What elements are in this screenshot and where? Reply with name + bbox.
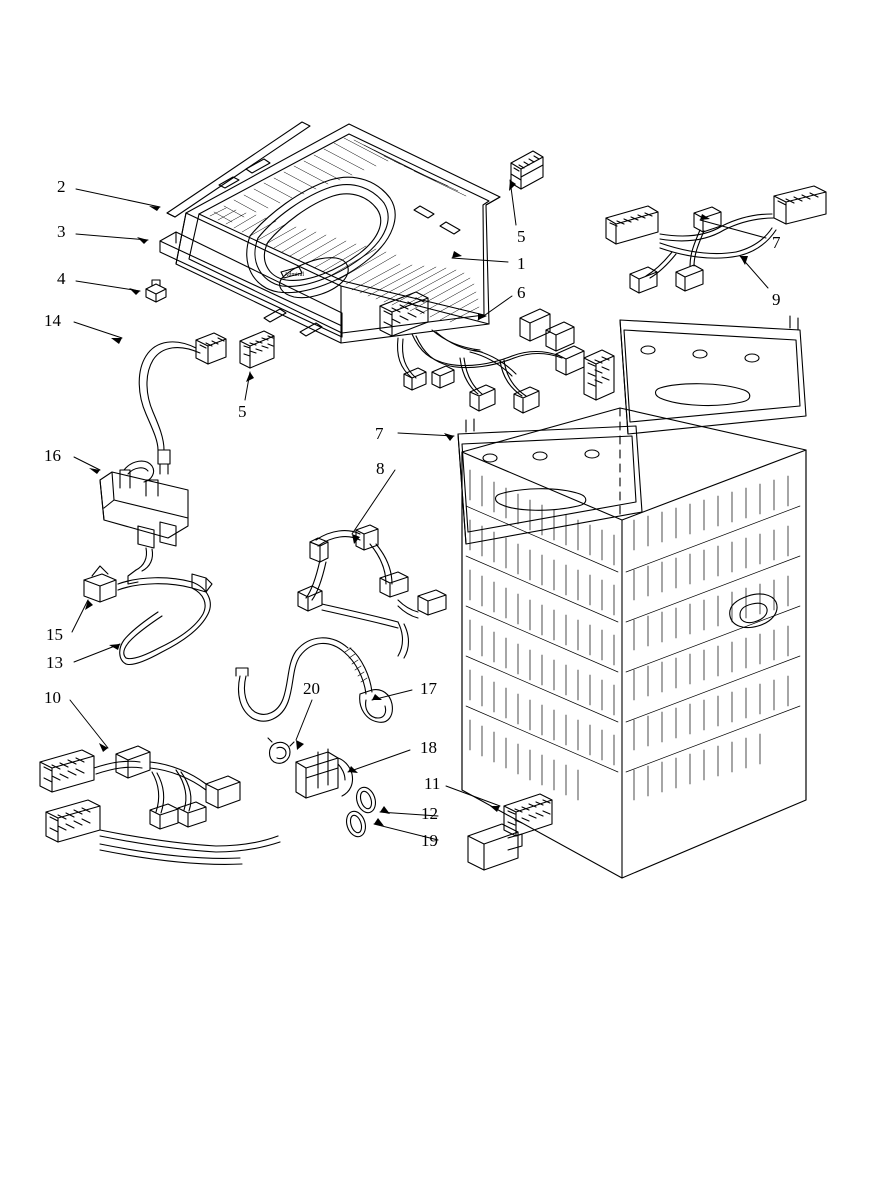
top-panel-assembly [176,124,500,343]
cabinet-chassis [462,408,806,878]
callout-17: 17 [420,679,437,698]
bracket-item-7-right [620,316,806,434]
callout-12: 12 [421,804,438,823]
front-rail-item-3 [160,232,342,337]
callout-5-upper: 5 [517,227,526,246]
callout-2: 2 [57,177,66,196]
callout-19: 19 [421,831,438,850]
callout-1: 1 [517,254,526,273]
callout-5-lower: 5 [238,402,247,421]
hose-item-14 [139,333,226,474]
svg-text:Admiral: Admiral [284,272,304,278]
trim-strip-item-2 [167,122,310,217]
switch-item-15 [84,566,116,602]
bracket-item-7-left [458,419,642,544]
callout-7-right: 7 [772,233,781,252]
water-valve-item-16 [100,461,188,584]
wire-harness-item-9 [606,186,826,293]
connector-item-18 [296,749,353,798]
callout-15: 15 [46,625,63,644]
module-item-12 [468,824,522,870]
callout-20: 20 [303,679,320,698]
clamp-item-20 [268,738,294,763]
leader-lines [70,180,768,840]
rings-item-19 [343,785,378,839]
connector-item-11 [504,794,552,836]
callout-9: 9 [772,290,781,309]
callout-14: 14 [44,311,61,330]
wire-harness-item-10 [40,746,280,864]
callout-6: 6 [517,283,526,302]
clip-item-4 [146,280,166,302]
wire-harness-item-6 [380,292,614,413]
callout-13: 13 [46,653,63,672]
callout-3: 3 [57,222,66,241]
callout-8: 8 [376,459,385,478]
callout-16: 16 [44,446,61,465]
leader-arrowheads [85,180,748,826]
callout-18: 18 [420,738,437,757]
callout-4: 4 [57,269,66,288]
callout-11: 11 [424,774,441,793]
hose-item-13 [118,574,212,665]
connector-item-5-lower [240,331,274,368]
callout-7-left: 7 [375,424,384,443]
connector-item-5-upper [511,151,543,189]
callout-10: 10 [44,688,61,707]
